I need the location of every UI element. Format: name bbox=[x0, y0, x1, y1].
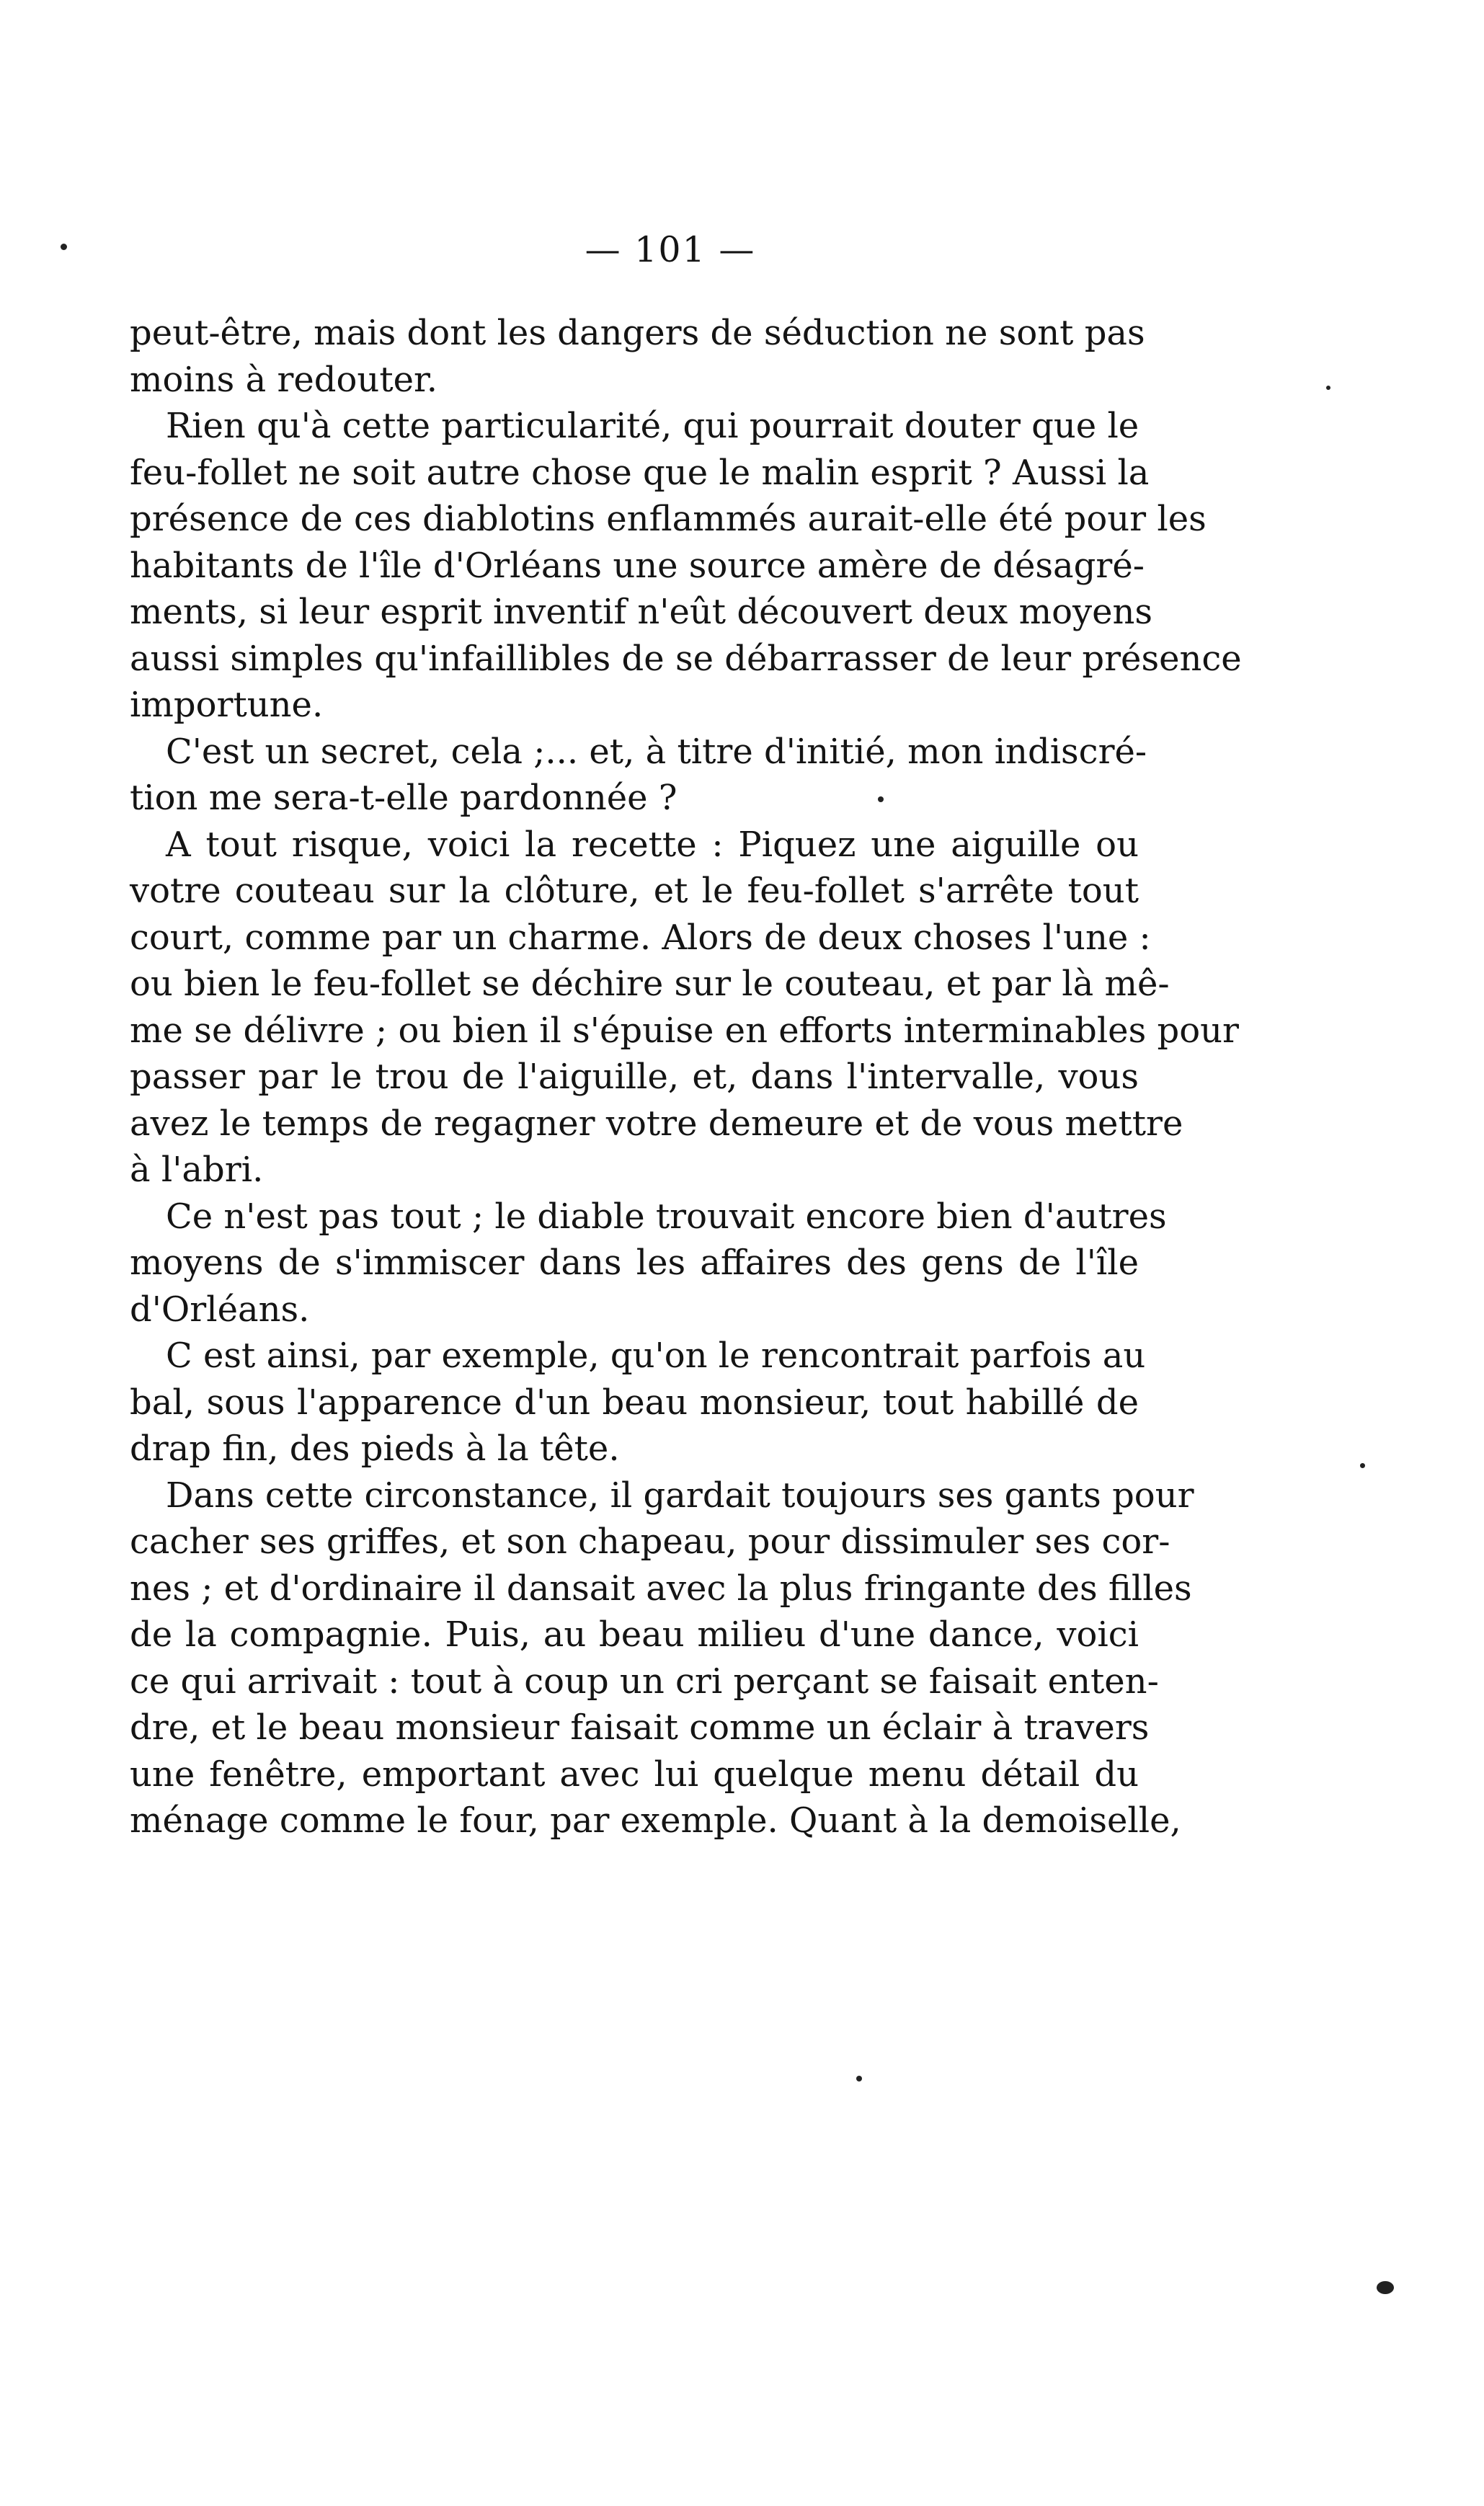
text-line: court, comme par un charme. Alors de deux choses l'une : bbox=[130, 917, 1151, 958]
text-line: aussi simples qu'infaillibles de se débarrasser de leur présence bbox=[130, 638, 1242, 679]
text-line: me se délivre ; ou bien il s'épuise en efforts interminables pour bbox=[130, 1010, 1239, 1051]
text-line: votre couteau sur la clôture, et le feu-follet s'arrête tout bbox=[130, 871, 1139, 911]
scan-speck bbox=[1326, 386, 1330, 390]
text-line: cacher ses griffes, et son chapeau, pour dissimuler ses cor- bbox=[130, 1521, 1170, 1562]
text-line: drap fin, des pieds à la tête. bbox=[130, 1428, 620, 1469]
text-line: Rien qu'à cette particularité, qui pourrait douter que le bbox=[166, 406, 1139, 446]
text-line: une fenêtre, emportant avec lui quelque menu détail du bbox=[130, 1754, 1139, 1795]
paragraph bbox=[130, 1333, 1146, 1472]
text-line: bal, sous l'apparence d'un beau monsieur, tout habillé de bbox=[130, 1382, 1139, 1423]
text-line: d'Orléans. bbox=[130, 1289, 310, 1330]
text-line: passer par le trou de l'aiguille, et, dans l'intervalle, vous bbox=[130, 1057, 1139, 1097]
text-line: Dans cette circonstance, il gardait toujours ses gants pour bbox=[166, 1475, 1194, 1516]
paragraph bbox=[130, 822, 1239, 1194]
paragraph bbox=[130, 1472, 1194, 1844]
text-line: peut-être, mais dont les dangers de séduction ne sont pas bbox=[130, 313, 1145, 353]
scan-speck bbox=[1360, 1463, 1365, 1468]
text-line: tion me sera-t-elle pardonnée ? bbox=[130, 778, 677, 818]
text-line: importune. bbox=[130, 685, 324, 725]
paragraph bbox=[130, 403, 1242, 729]
scan-speck bbox=[1377, 2281, 1394, 2294]
text-line: ménage comme le four, par exemple. Quant à la demoiselle, bbox=[130, 1800, 1181, 1841]
text-line: ce qui arrivait : tout à coup un cri perçant se faisait enten- bbox=[130, 1661, 1159, 1702]
text-line: à l'abri. bbox=[130, 1150, 264, 1190]
text-line: de la compagnie. Puis, au beau milieu d'une dance, voici bbox=[130, 1614, 1139, 1655]
text-line: C est ainsi, par exemple, qu'on le rencontrait parfois au bbox=[166, 1336, 1146, 1376]
text-line: Ce n'est pas tout ; le diable trouvait encore bien d'autres bbox=[166, 1196, 1167, 1237]
text-line: nes ; et d'ordinaire il dansait avec la plus fringante des filles bbox=[130, 1568, 1192, 1609]
scan-speck bbox=[878, 796, 884, 802]
text-line: moins à redouter. bbox=[130, 359, 437, 400]
text-line: dre, et le beau monsieur faisait comme un éclair à travers bbox=[130, 1707, 1150, 1748]
paragraph bbox=[130, 1194, 1167, 1333]
text-line: feu-follet ne soit autre chose que le malin esprit ? Aussi la bbox=[130, 452, 1150, 493]
text-line: ments, si leur esprit inventif n'eût découvert deux moyens bbox=[130, 592, 1153, 632]
paragraph bbox=[130, 729, 1147, 822]
text-line: A tout risque, voici la recette : Piquez une aiguille ou bbox=[166, 824, 1139, 865]
text-line: C'est un secret, cela ;... et, à titre d'initié, mon indiscré- bbox=[166, 731, 1147, 772]
text-line: habitants de l'île d'Orléans une source amère de désagré- bbox=[130, 545, 1145, 586]
page-number: — 101 — bbox=[585, 229, 756, 270]
paragraph bbox=[130, 310, 1145, 403]
text-line: avez le temps de regagner votre demeure et de vous mettre bbox=[130, 1103, 1183, 1144]
body-text bbox=[130, 310, 1242, 1844]
text-line: présence de ces diablotins enflammés aurait-elle été pour les bbox=[130, 499, 1207, 539]
scan-speck bbox=[61, 244, 67, 250]
scan-speck bbox=[856, 2076, 862, 2081]
text-line: moyens de s'immiscer dans les affaires des gens de l'île bbox=[130, 1243, 1139, 1283]
text-line: ou bien le feu-follet se déchire sur le couteau, et par là mê- bbox=[130, 964, 1170, 1004]
